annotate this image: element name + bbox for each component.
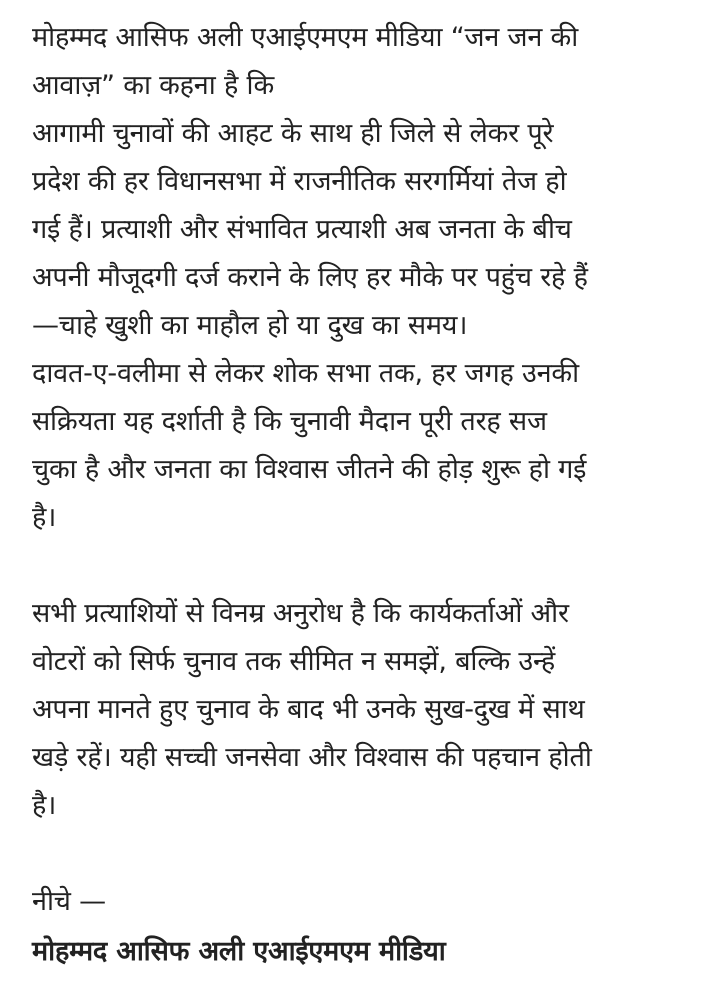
paragraph-line: है। <box>32 502 57 533</box>
paragraph-line: प्रदेश की हर विधानसभा में राजनीतिक सरगर्मियां तेज हो <box>32 166 567 197</box>
document-body <box>32 14 692 976</box>
signoff-label: नीचे — <box>32 886 106 917</box>
paragraph-line: सक्रियता यह दर्शाती है कि चुनावी मैदान पूरी तरह सज <box>32 406 547 437</box>
paragraph-events <box>32 350 692 542</box>
paragraph-line: वोटरों को सिर्फ चुनाव तक सीमित न समझें, बल्कि उन्हें <box>32 646 556 677</box>
intro-line: आवाज़” का कहना है कि <box>32 70 274 101</box>
paragraph-spacer <box>32 830 692 878</box>
paragraph-line: —चाहे खुशी का माहौल हो या दुख का समय। <box>32 310 468 341</box>
paragraph-line: चुका है और जनता का विश्वास जीतने की होड़ शुरू हो गई <box>32 454 587 485</box>
paragraph-line: है। <box>32 790 57 821</box>
signoff-block <box>32 878 692 976</box>
intro-line: मोहम्मद आसिफ अली एआईएमएम मीडिया “जन जन की <box>32 22 579 53</box>
paragraph-line: अपनी मौजूदगी दर्ज कराने के लिए हर मौके पर पहुंच रहे हैं <box>32 262 588 293</box>
paragraph-campaign-activity <box>32 110 692 350</box>
paragraph-line: गई हैं। प्रत्याशी और संभावित प्रत्याशी अब जनता के बीच <box>32 214 572 245</box>
paragraph-spacer <box>32 542 692 590</box>
intro-block <box>32 14 692 110</box>
paragraph-line: आगामी चुनावों की आहट के साथ ही जिले से लेकर पूरे <box>32 118 554 149</box>
paragraph-appeal <box>32 590 692 830</box>
paragraph-line: दावत-ए-वलीमा से लेकर शोक सभा तक, हर जगह उनकी <box>32 358 579 389</box>
paragraph-line: सभी प्रत्याशियों से विनम्र अनुरोध है कि कार्यकर्ताओं और <box>32 598 569 629</box>
paragraph-line: खड़े रहें। यही सच्ची जनसेवा और विश्वास की पहचान होती <box>32 742 592 773</box>
signoff-name: मोहम्मद आसिफ अली एआईएमएम मीडिया <box>32 936 446 967</box>
paragraph-line: अपना मानते हुए चुनाव के बाद भी उनके सुख-दुख में साथ <box>32 694 585 725</box>
